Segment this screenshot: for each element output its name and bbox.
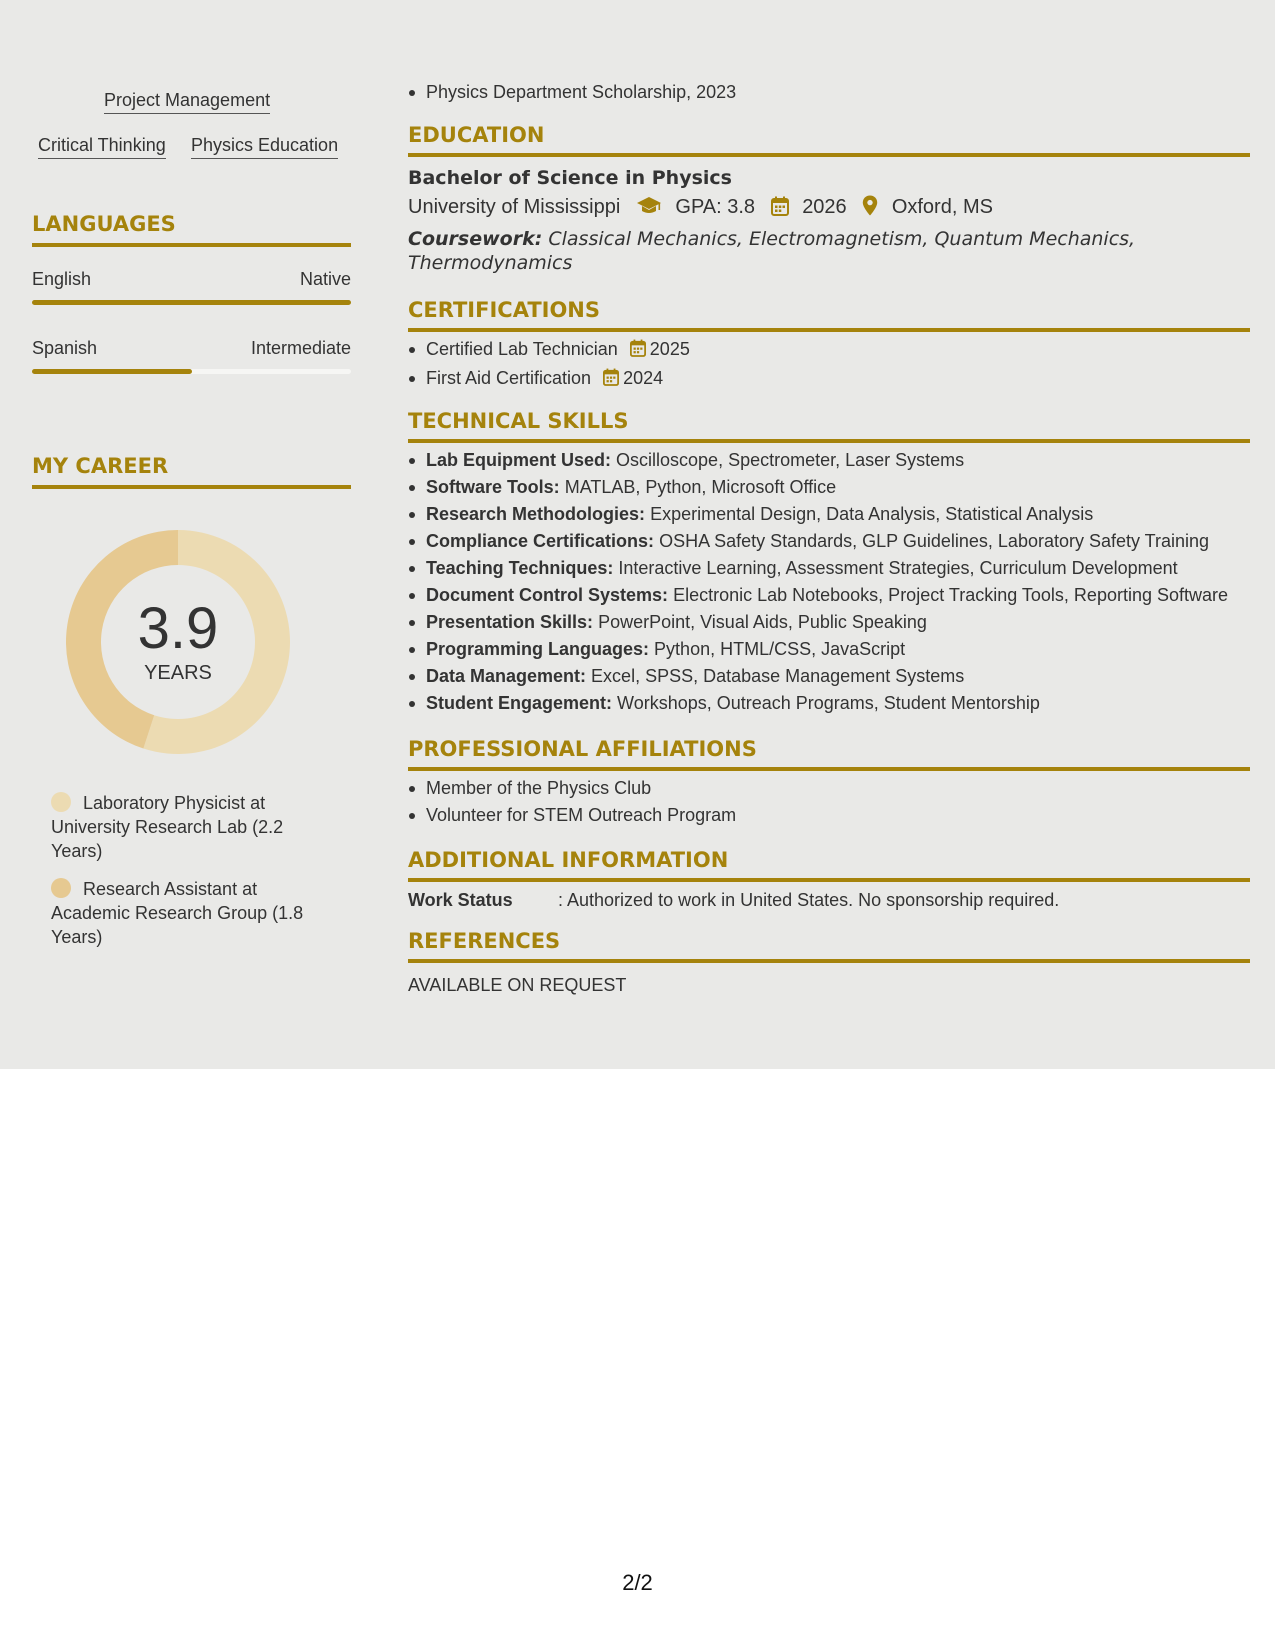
certifications-list	[408, 336, 1250, 394]
award-item: Physics Department Scholarship, 2023	[408, 79, 1250, 106]
calendar-icon	[771, 195, 789, 225]
skill-value: PowerPoint, Visual Aids, Public Speaking	[598, 612, 927, 632]
skill-label: Document Control Systems:	[426, 585, 669, 605]
affiliations-list	[408, 775, 1250, 829]
career-donut-chart	[66, 530, 290, 754]
certifications-section	[408, 297, 1250, 394]
skill-item	[408, 501, 1250, 528]
certification-year: 2025	[649, 339, 690, 359]
skill-item	[408, 663, 1250, 690]
language-name: English	[32, 269, 92, 289]
affiliation-item: Member of the Physics Club	[408, 775, 1250, 802]
language-english-bar	[32, 300, 351, 305]
languages-rule	[32, 243, 351, 247]
skill-item	[408, 555, 1250, 582]
skill-tag-critical-thinking: Critical Thinking	[38, 134, 166, 159]
skill-label: Student Engagement:	[426, 693, 613, 713]
certifications-rule	[408, 328, 1250, 332]
skill-value: Excel, SPSS, Database Management Systems	[591, 666, 965, 686]
skill-item	[408, 474, 1250, 501]
certification-year: 2024	[623, 368, 664, 388]
references-section	[408, 928, 1250, 997]
awards-list	[408, 79, 1250, 106]
skill-value: Electronic Lab Notebooks, Project Tracking Tools, Reporting Software	[673, 585, 1229, 605]
education-school: University of Mississippi	[408, 196, 621, 218]
graduation-cap-icon	[636, 195, 662, 225]
calendar-icon	[603, 367, 619, 394]
career-legend-label: Research Assistant at Academic Research Group (1.8 Years)	[51, 879, 304, 947]
skill-value: Python, HTML/CSS, JavaScript	[654, 639, 906, 659]
skill-label: Software Tools:	[426, 477, 560, 497]
skill-item	[408, 582, 1250, 609]
career-legend-item	[51, 877, 321, 949]
skill-item	[408, 609, 1250, 636]
affiliations-rule	[408, 767, 1250, 771]
technical-skills-list	[408, 447, 1250, 717]
work-status-row	[408, 888, 1250, 912]
skill-label: Programming Languages:	[426, 639, 650, 659]
languages-section	[32, 211, 351, 247]
languages-title: LANGUAGES	[32, 212, 176, 236]
legend-dot	[51, 878, 71, 898]
skill-label: Teaching Techniques:	[426, 558, 614, 578]
technical-skills-section	[408, 408, 1250, 717]
affiliations-title: PROFESSIONAL AFFILIATIONS	[408, 737, 757, 761]
skill-value: Experimental Design, Data Analysis, Statistical Analysis	[650, 504, 1094, 524]
skill-label: Compliance Certifications:	[426, 531, 655, 551]
legend-dot	[51, 792, 71, 812]
references-title: REFERENCES	[408, 929, 561, 953]
work-status-value: : Authorized to work in United States. No sponsorship required.	[558, 890, 1060, 910]
certifications-title: CERTIFICATIONS	[408, 298, 601, 322]
additional-info-title: ADDITIONAL INFORMATION	[408, 848, 729, 872]
skill-value: Interactive Learning, Assessment Strategies, Curriculum Development	[618, 558, 1178, 578]
skill-value: Oscilloscope, Spectrometer, Laser Systems	[616, 450, 965, 470]
skill-value: OSHA Safety Standards, GLP Guidelines, Laboratory Safety Training	[659, 531, 1210, 551]
affiliation-item: Volunteer for STEM Outreach Program	[408, 802, 1250, 829]
calendar-icon	[630, 338, 646, 365]
certification-name: First Aid Certification	[426, 368, 592, 388]
career-title: MY CAREER	[32, 454, 169, 478]
skill-value: Workshops, Outreach Programs, Student Mentorship	[617, 693, 1040, 713]
career-legend-item	[51, 791, 321, 863]
coursework-label: Coursework:	[408, 228, 543, 250]
education-meta	[408, 192, 1250, 225]
career-legend-label: Laboratory Physicist at University Research Lab (2.2 Years)	[51, 793, 284, 861]
skill-item	[408, 690, 1250, 717]
references-text: AVAILABLE ON REQUEST	[408, 975, 627, 995]
career-total-years: 3.9	[137, 596, 219, 661]
language-spanish-bar-fill	[32, 369, 192, 374]
affiliations-section	[408, 736, 1250, 829]
skill-label: Data Management:	[426, 666, 587, 686]
education-section	[408, 122, 1250, 275]
additional-info-section	[408, 847, 1250, 912]
coursework-text: Classical Mechanics, Electromagnetism, Quantum Mechanics, Thermodynamics	[408, 228, 1136, 274]
additional-info-rule	[408, 878, 1250, 882]
language-name: Spanish	[32, 338, 98, 358]
language-english-bar-fill	[32, 300, 351, 305]
technical-skills-rule	[408, 439, 1250, 443]
career-years-label: YEARS	[144, 662, 212, 684]
career-rule	[32, 485, 351, 489]
skill-item	[408, 447, 1250, 474]
work-status-label: Work Status	[408, 890, 513, 910]
skill-item	[408, 636, 1250, 663]
certification-item	[408, 365, 1250, 394]
education-year: 2026	[802, 196, 847, 218]
language-level: Intermediate	[250, 338, 351, 358]
technical-skills-title: TECHNICAL SKILLS	[408, 409, 629, 433]
location-pin-icon	[862, 195, 878, 225]
skill-value: MATLAB, Python, Microsoft Office	[564, 477, 837, 497]
page-number: 2/2	[622, 1570, 653, 1595]
education-coursework	[408, 227, 1250, 275]
skill-label: Research Methodologies:	[426, 504, 646, 524]
certification-item	[408, 336, 1250, 365]
certification-name: Certified Lab Technician	[426, 339, 618, 359]
skill-tag-project-management: Project Management	[104, 89, 270, 114]
education-gpa: GPA: 3.8	[675, 196, 756, 218]
language-level: Native	[299, 269, 351, 289]
skill-item	[408, 528, 1250, 555]
skill-label: Lab Equipment Used:	[426, 450, 612, 470]
skill-tag-physics-education: Physics Education	[191, 134, 338, 159]
language-spanish-bar	[32, 369, 351, 374]
career-section	[32, 453, 351, 489]
education-location: Oxford, MS	[891, 196, 993, 218]
education-title: EDUCATION	[408, 123, 545, 147]
education-rule	[408, 153, 1250, 157]
skill-label: Presentation Skills:	[426, 612, 594, 632]
references-rule	[408, 959, 1250, 963]
education-degree: Bachelor of Science in Physics	[408, 167, 732, 189]
